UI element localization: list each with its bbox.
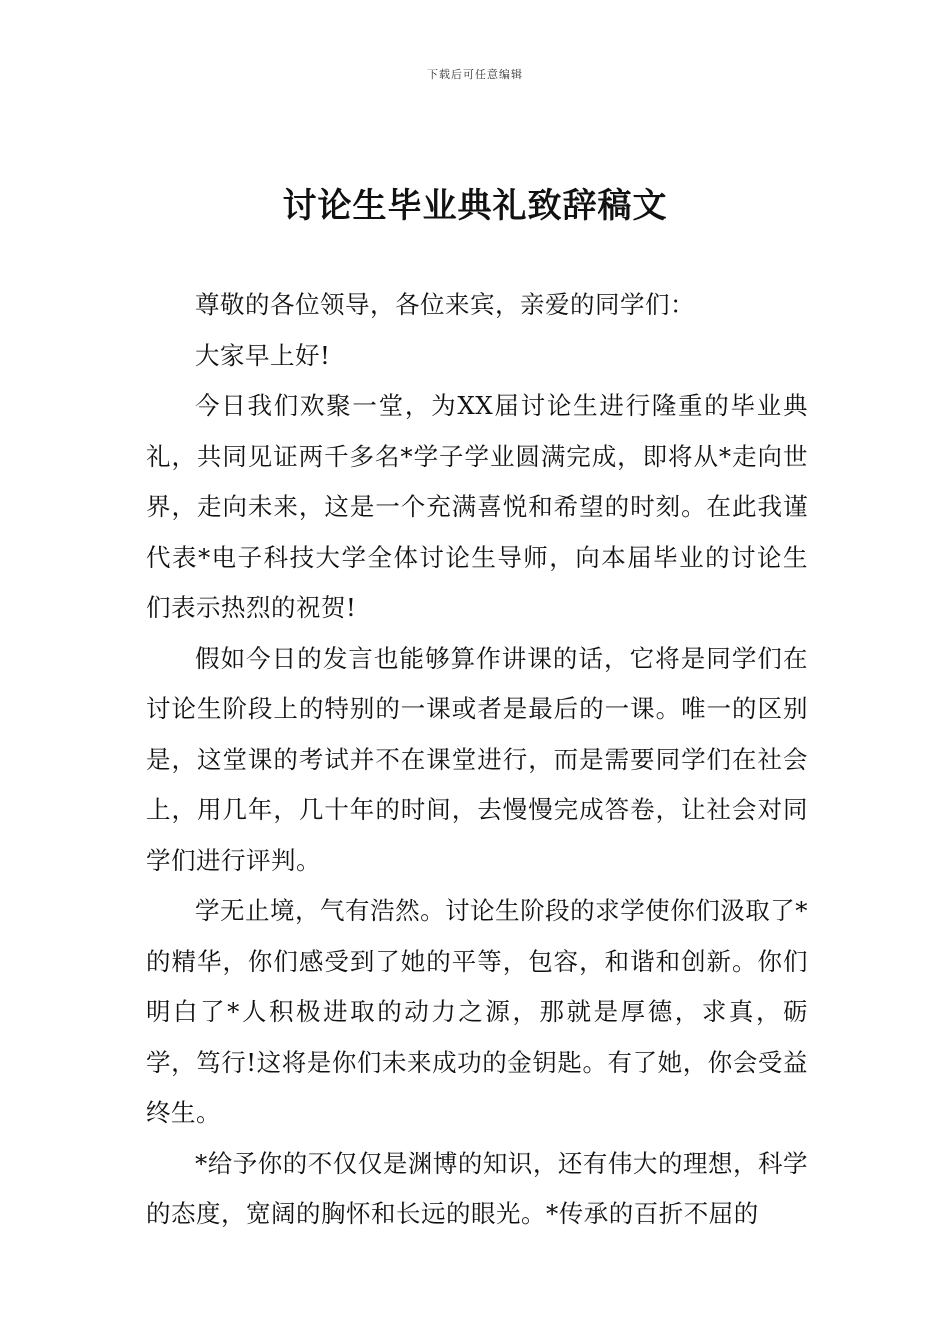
header-note: 下载后可任意编辑 <box>427 68 523 81</box>
paragraph: 今日我们欢聚一堂，为XX届讨论生进行隆重的毕业典礼，共同见证两千多名*学子学业圆满完成，即将从*走向世界，走向未来，这是一个充满喜悦和希望的时刻。在此我谨代表*电子科技大学全体讨论生导师，向本届毕业的讨论生们表示热烈的祝贺! <box>146 391 808 622</box>
paragraph: *给予你的不仅仅是渊博的知识，还有伟大的理想，科学的态度，宽阔的胸怀和长远的眼光。*传承的百折不屈的 <box>146 1148 808 1228</box>
paragraph: 假如今日的发言也能够算作讲课的话，它将是同学们在讨论生阶段上的特别的一课或者是最后的一课。唯一的区别是，这堂课的考试并不在课堂进行，而是需要同学们在社会上，用几年，几十年的时间，去慢慢完成答卷，让社会对同学们进行评判。 <box>146 643 808 875</box>
paragraph-greeting: 大家早上好! <box>195 340 331 370</box>
document-body <box>146 280 808 1240</box>
paragraph-salutation: 尊敬的各位领导，各位来宾，亲爱的同学们： <box>195 290 695 319</box>
paragraph: 学无止境，气有浩然。讨论生阶段的求学使你们汲取了*的精华，你们感受到了她的平等，包容，和谐和创新。你们明白了*人积极进取的动力之源，那就是厚德，求真，砺学，笃行!这将是你们未来成功的金钥匙。有了她，你会受益终生。 <box>146 896 808 1127</box>
document-title: 讨论生毕业典礼致辞稿文 <box>282 186 668 226</box>
